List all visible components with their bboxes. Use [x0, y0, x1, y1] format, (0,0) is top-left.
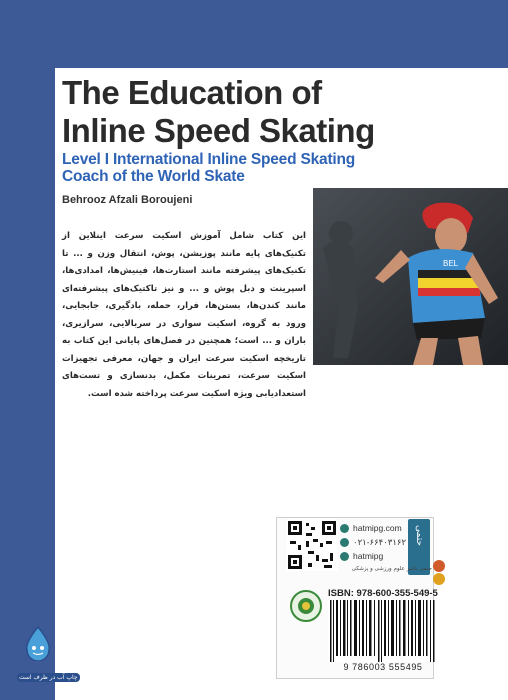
publisher-tagline: حتمی ناشر علوم ورزشی و پزشکی — [351, 566, 432, 572]
certification-seal-icon — [290, 590, 322, 622]
jersey-text: BEL — [443, 259, 459, 268]
subtitle-line-1: Level I International Inline Speed Skating — [62, 151, 356, 168]
barcode-icon — [328, 600, 438, 662]
skater-illustration — [313, 188, 508, 365]
instagram-row — [340, 550, 383, 562]
qr-code-icon — [286, 519, 338, 571]
website-row — [340, 522, 402, 534]
publisher-logo-text: حتمی — [414, 525, 424, 546]
phone-icon — [340, 538, 349, 547]
title-line-1: The Education of — [62, 74, 322, 111]
author-name: Behrooz Afzali Boroujeni — [62, 194, 193, 206]
phone-row — [340, 536, 406, 548]
skater-photo — [313, 188, 508, 365]
phone-text: ۰۲۱-۶۶۴۰۳۱۶۲ — [353, 536, 407, 547]
badge-icons — [430, 560, 448, 586]
left-color-band — [0, 0, 55, 700]
printer-logo-text: چاپ آب در ظرف است — [19, 674, 78, 681]
printer-logo — [17, 625, 78, 685]
small-logos — [430, 560, 448, 591]
book-subtitle — [62, 151, 482, 185]
instagram-text[interactable]: hatmipg — [353, 551, 384, 561]
barcode-number: 9 786003 555495 — [343, 662, 423, 672]
subtitle-line-2: Coach of the World Skate — [62, 168, 245, 185]
instagram-icon — [340, 552, 349, 561]
globe-icon — [340, 524, 349, 533]
isbn-text: ISBN: 978-600-355-549-5 — [328, 588, 438, 599]
book-description: این کتاب شامل آموزش اسکیت سرعت اینلاین از تکنیک‌های پایه مانند پوزیشن، پوش، انتقال وزن و ... تا تکنیک‌های پیشرفته مانند استارت‌ها، فینیش‌ها، امدادی‌ها، اسپرینت و دبل پوش و ... و نیز تاکتیک‌های پیشرفته‌ای مانند کندن‌ها، بستن‌ها، فرار، حمله، بادگیری، جابجایی، ورود به گروه، اسکیت سواری در سربالایی، سرازیری، باران و ... است؛ همچنین در فصل‌های پایانی این کتاب به تاریخچه اسکیت سرعت ایران و جهان، معرفی تجهیزات اسکیت سرعت، تمرینات مکمل، بدنسازی و تست‌های استعدادیابی ویژه اسکیت سرعت پرداخته شده است. — [62, 231, 306, 399]
book-title — [62, 74, 482, 150]
top-color-band — [55, 0, 508, 68]
title-line-2: Inline Speed Skating — [62, 112, 375, 149]
website-text[interactable]: hatmipg.com — [353, 523, 402, 533]
water-drop-icon — [23, 625, 53, 661]
